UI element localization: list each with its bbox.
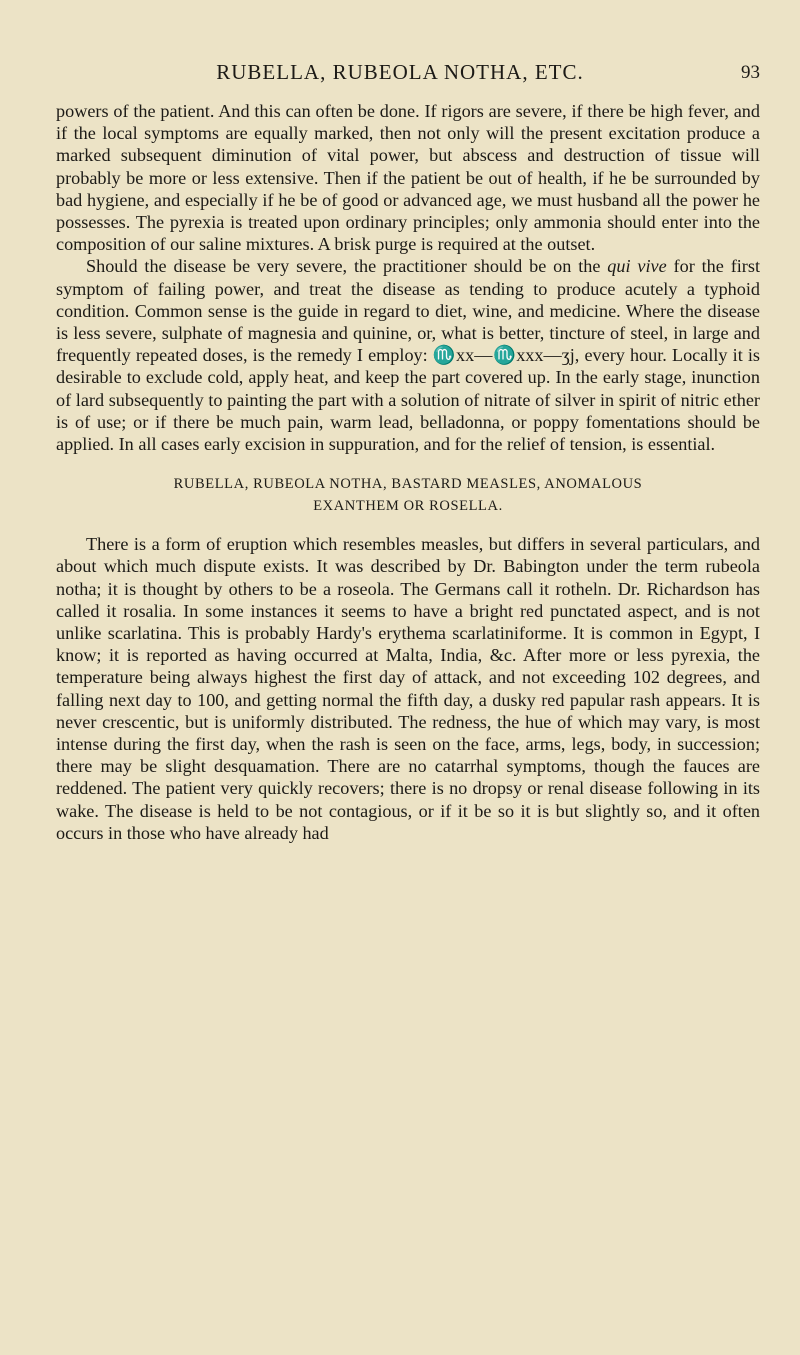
paragraph-treatment — [56, 255, 760, 455]
paragraph-2-text-a: Should the disease be very severe, the practitioner should be on the — [86, 256, 608, 277]
body-text — [56, 100, 760, 844]
paragraph-1-text: powers of the patient. And this can often be done. If rigors are severe, if there be high fever, and if the local symptoms are equally marked, then not only will the present excitation produce a marked subsequent diminution of vital power, but abscess and destruction of tissue will probably be more or less extensive. Then if the patient be out of health, if he be surrounded by bad hygiene, and especially if he be of good or advanced age, we must husband all the power he possesses. The pyrexia is treated upon ordinary principles; only ammonia should enter into the composition of our saline mixtures. A brisk purge is required at the outset. — [56, 101, 760, 255]
paragraph-rubella — [56, 533, 760, 844]
paragraph-3-text: There is a form of eruption which resembles measles, but differs in several particulars, and about which much dispute exists. It was described by Dr. Babington under the term rubeola notha; it is thought by others to be a roseola. The Germans call it rotheln. Dr. Richardson has called it rosalia. In some instances it seems to have a bright red punctated aspect, and is not unlike scarlatina. This is probably Hardy's erythema scarlatiniforme. It is common in Egypt, I know; it is reported as having occurred at Malta, India, &c. After more or less pyrexia, the temperature being always highest the first day of attack, and not exceeding 102 degrees, and falling next day to 100, and getting normal the fifth day, a dusky red papular rash appears. It is never crescentic, but is uniformly distributed. The redness, the hue of which may vary, is most intense during the first day, when the rash is seen on the face, arms, legs, body, in succession; there may be slight desquamation. There are no catarrhal symptoms, though the fauces are reddened. The patient very quickly recovers; there is no dropsy or renal disease following in its wake. The disease is held to be not contagious, or if it be so it is but slightly so, and it often occurs in those who have already had — [56, 534, 760, 843]
running-head: RUBELLA, RUBEOLA NOTHA, ETC. — [216, 60, 584, 84]
paragraph-2-text-b: for the first symptom of failing power, and treat the disease as tending to produce acutely a typhoid condition. Common sense is the guide in regard to diet, wine, and medicine. Where the disease is less severe, sulphate of magnesia and quinine, or, what is better, tincture of steel, in large and frequently repeated doses, is the remedy I employ: ♏xx—♏xxx—ʒj, every hour. Locally it is desirable to exclude cold, apply heat, and keep the part covered up. In the early stage, inunction of lard subsequently to painting the part with a solution of nitrate of silver in spirit of nitric ether is of use; or if there be much pain, warm lead, belladonna, or poppy fomentations should be applied. In all cases early excision in suppuration, and for the relief of tension, is essential. — [56, 256, 760, 455]
page-number: 93 — [741, 62, 760, 83]
section-heading-line-2: EXANTHEM OR ROSELLA. — [313, 498, 503, 515]
paragraph-2-italic: qui vive — [607, 256, 667, 277]
section-heading-line-1: RUBELLA, RUBEOLA NOTHA, BASTARD MEASLES, ANOMALOUS — [173, 476, 643, 493]
paragraph-continued — [56, 100, 760, 255]
section-heading — [56, 473, 760, 517]
